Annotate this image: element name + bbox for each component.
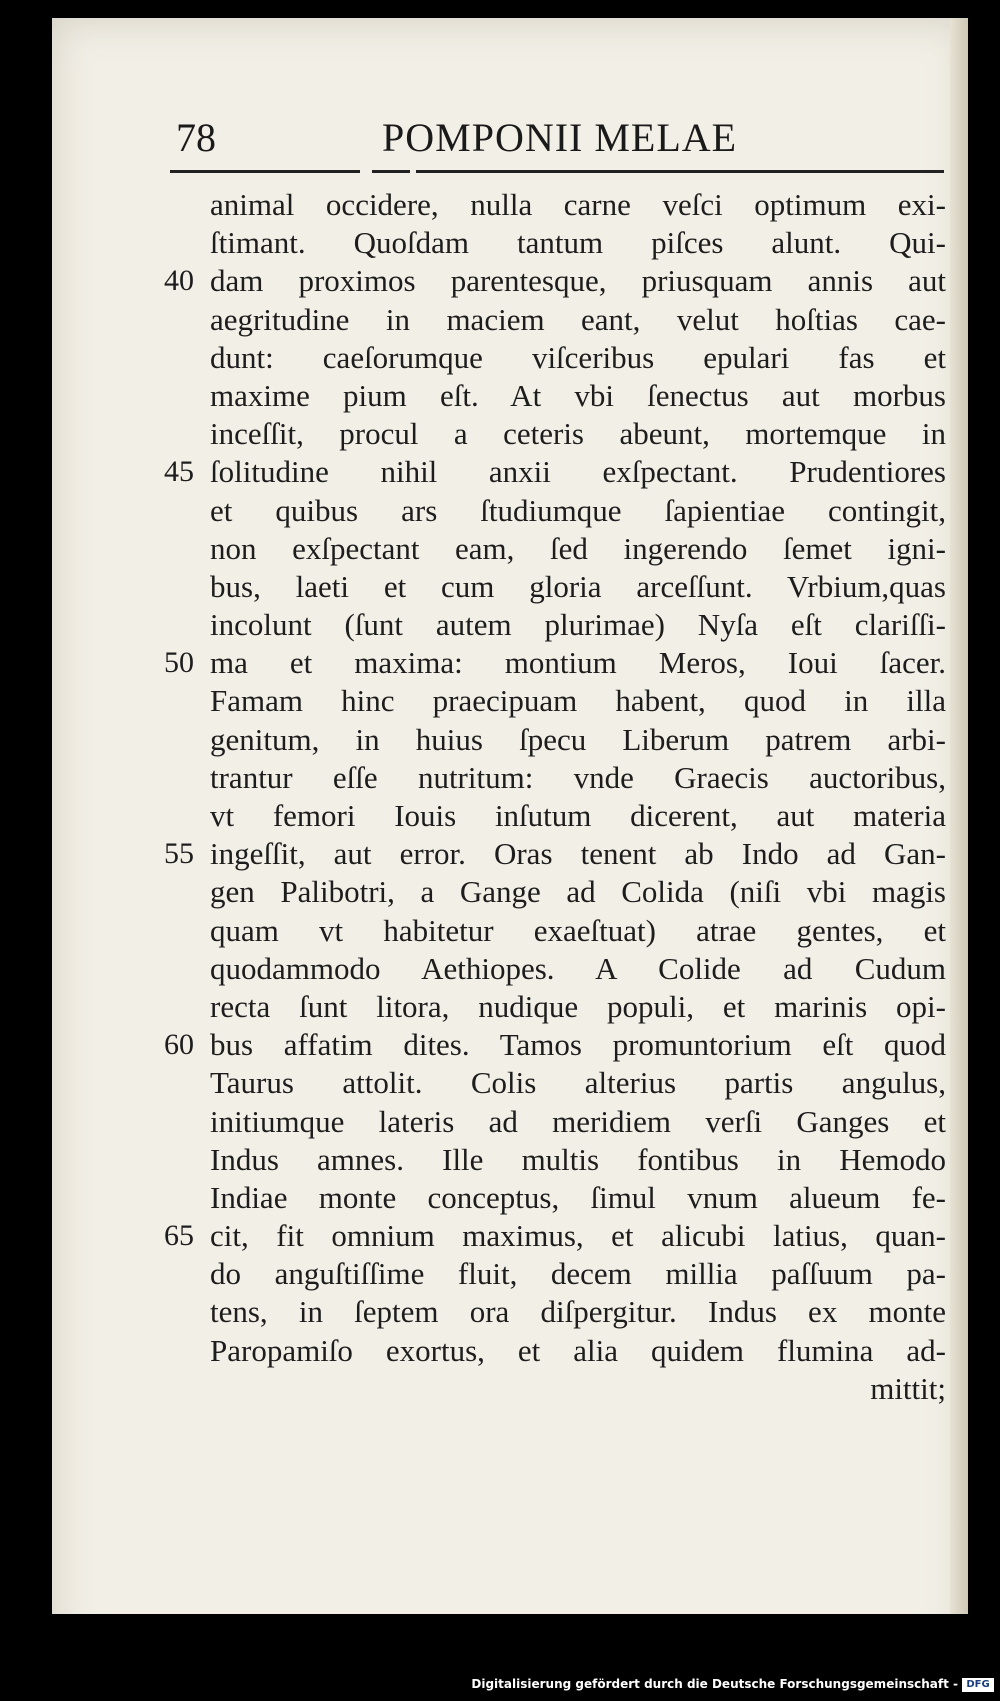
line-text: Taurus attolit. Colis alterius partis angulus,	[210, 1065, 946, 1101]
line-text: quam vt habitetur exaeſtuat) atrae gentes, et	[210, 912, 946, 948]
text-line	[164, 1026, 950, 1064]
line-text: bus, laeti et cum gloria arceſſunt. Vrbium,quas	[210, 568, 946, 604]
line-number: 50	[164, 646, 194, 680]
text-line	[170, 339, 950, 377]
line-text: et quibus ars ſtudiumque ſapientiae contingit,	[210, 492, 946, 528]
line-text: non exſpectant eam, ſed ingerendo ſemet igni-	[210, 530, 946, 566]
line-text: ingeſſit, aut error. Oras tenent ab Indo ad Gan-	[210, 836, 946, 872]
line-number: 45	[164, 455, 194, 489]
text-line	[170, 568, 950, 606]
text-line	[170, 912, 950, 950]
text-line	[170, 377, 950, 415]
line-text: vt femori Iouis inſutum dicerent, aut materia	[210, 798, 946, 833]
line-text: dam proximos parentesque, priusquam annis aut	[210, 263, 946, 299]
line-text: initiumque lateris ad meridiem verſi Ganges et	[210, 1103, 946, 1139]
text-line	[170, 1103, 950, 1141]
line-text: ſolitudine nihil anxii exſpectant. Prudentiores	[210, 454, 946, 490]
line-text: Indiae monte conceptus, ſimul vnum alueum fe-	[210, 1179, 946, 1215]
text-line	[170, 492, 950, 530]
text-line	[170, 988, 950, 1026]
page-number: 78	[176, 115, 216, 160]
footer-bar	[52, 1614, 968, 1654]
line-text: ma et maxima: montium Meros, Ioui ſacer.	[210, 645, 946, 681]
line-text: incolunt (ſunt autem plurimae) Nyſa eſt clariſſi-	[210, 607, 946, 643]
page-header	[52, 114, 968, 174]
line-text: animal occidere, nulla carne veſci optimum exi-	[210, 187, 946, 222]
line-text: cit, fit omnium maximus, et alicubi latius, quan-	[210, 1218, 946, 1254]
text-line	[170, 1064, 950, 1102]
text-line	[170, 950, 950, 988]
line-number: 60	[164, 1028, 194, 1062]
line-text: trantur eſſe nutritum: vnde Graecis auctoribus,	[210, 759, 946, 795]
text-line	[164, 644, 950, 682]
line-text: do anguſtiſſime fluit, decem millia paſſuum pa-	[210, 1256, 946, 1292]
line-text: bus affatim dites. Tamos promuntorium eſt quod	[210, 1027, 946, 1063]
text-line	[170, 606, 950, 644]
text-line	[170, 186, 950, 224]
text-line	[170, 682, 950, 720]
text-line	[170, 530, 950, 568]
book-page	[52, 18, 968, 1654]
header-rule	[170, 170, 944, 176]
text-line	[164, 262, 950, 300]
text-line	[170, 1332, 950, 1370]
line-text: gen Palibotri, a Gange ad Colida (niſi vbi magis	[210, 874, 946, 910]
text-line	[170, 721, 950, 759]
line-text: aegritudine in maciem eant, velut hoſtias cae-	[210, 301, 946, 337]
line-text: tens, in ſeptem ora diſpergitur. Indus ex monte	[210, 1294, 946, 1330]
page-edge	[950, 18, 968, 1654]
text-line	[164, 835, 950, 873]
text-line	[170, 1141, 950, 1179]
running-title: POMPONII MELAE	[382, 115, 738, 160]
line-text: Indus amnes. Ille multis fontibus in Hemodo	[210, 1141, 946, 1177]
text-line	[170, 224, 950, 262]
line-text: quodammodo Aethiopes. A Colide ad Cudum	[210, 950, 946, 986]
line-text: recta ſunt litora, nudique populi, et marinis opi-	[210, 988, 946, 1024]
line-text: genitum, in huius ſpecu Liberum patrem arbi-	[210, 721, 946, 757]
text-line	[170, 1179, 950, 1217]
text-line	[170, 1293, 950, 1331]
text-line	[170, 1255, 950, 1293]
line-text: maxime pium eſt. At vbi ſenectus aut morbus	[210, 377, 946, 413]
line-text: Paropamiſo exortus, et alia quidem flumina ad-	[210, 1332, 946, 1368]
line-text: mittit;	[870, 1370, 946, 1406]
digitization-credit: Digitalisierung gefördert durch die Deutsche Forschungsgemeinschaft -	[471, 1677, 958, 1691]
line-number: 40	[164, 264, 194, 298]
line-text: ſtimant. Quoſdam tantum piſces alunt. Qui-	[210, 225, 946, 261]
text-line	[170, 873, 950, 911]
text-line	[164, 453, 950, 491]
line-text: inceſſit, procul a ceteris abeunt, mortemque in	[210, 416, 946, 452]
text-line	[170, 415, 950, 453]
dfg-logo: DFG	[962, 1678, 994, 1692]
line-text: dunt: caeſorumque viſceribus epulari fas et	[210, 339, 946, 375]
line-number: 55	[164, 837, 194, 871]
body-text	[164, 186, 950, 1408]
text-line	[170, 1370, 950, 1408]
text-line	[170, 797, 950, 835]
line-text: Famam hinc praecipuam habent, quod in illa	[210, 683, 946, 719]
text-line	[164, 1217, 950, 1255]
line-number: 65	[164, 1219, 194, 1253]
text-line	[170, 759, 950, 797]
text-line	[170, 301, 950, 339]
